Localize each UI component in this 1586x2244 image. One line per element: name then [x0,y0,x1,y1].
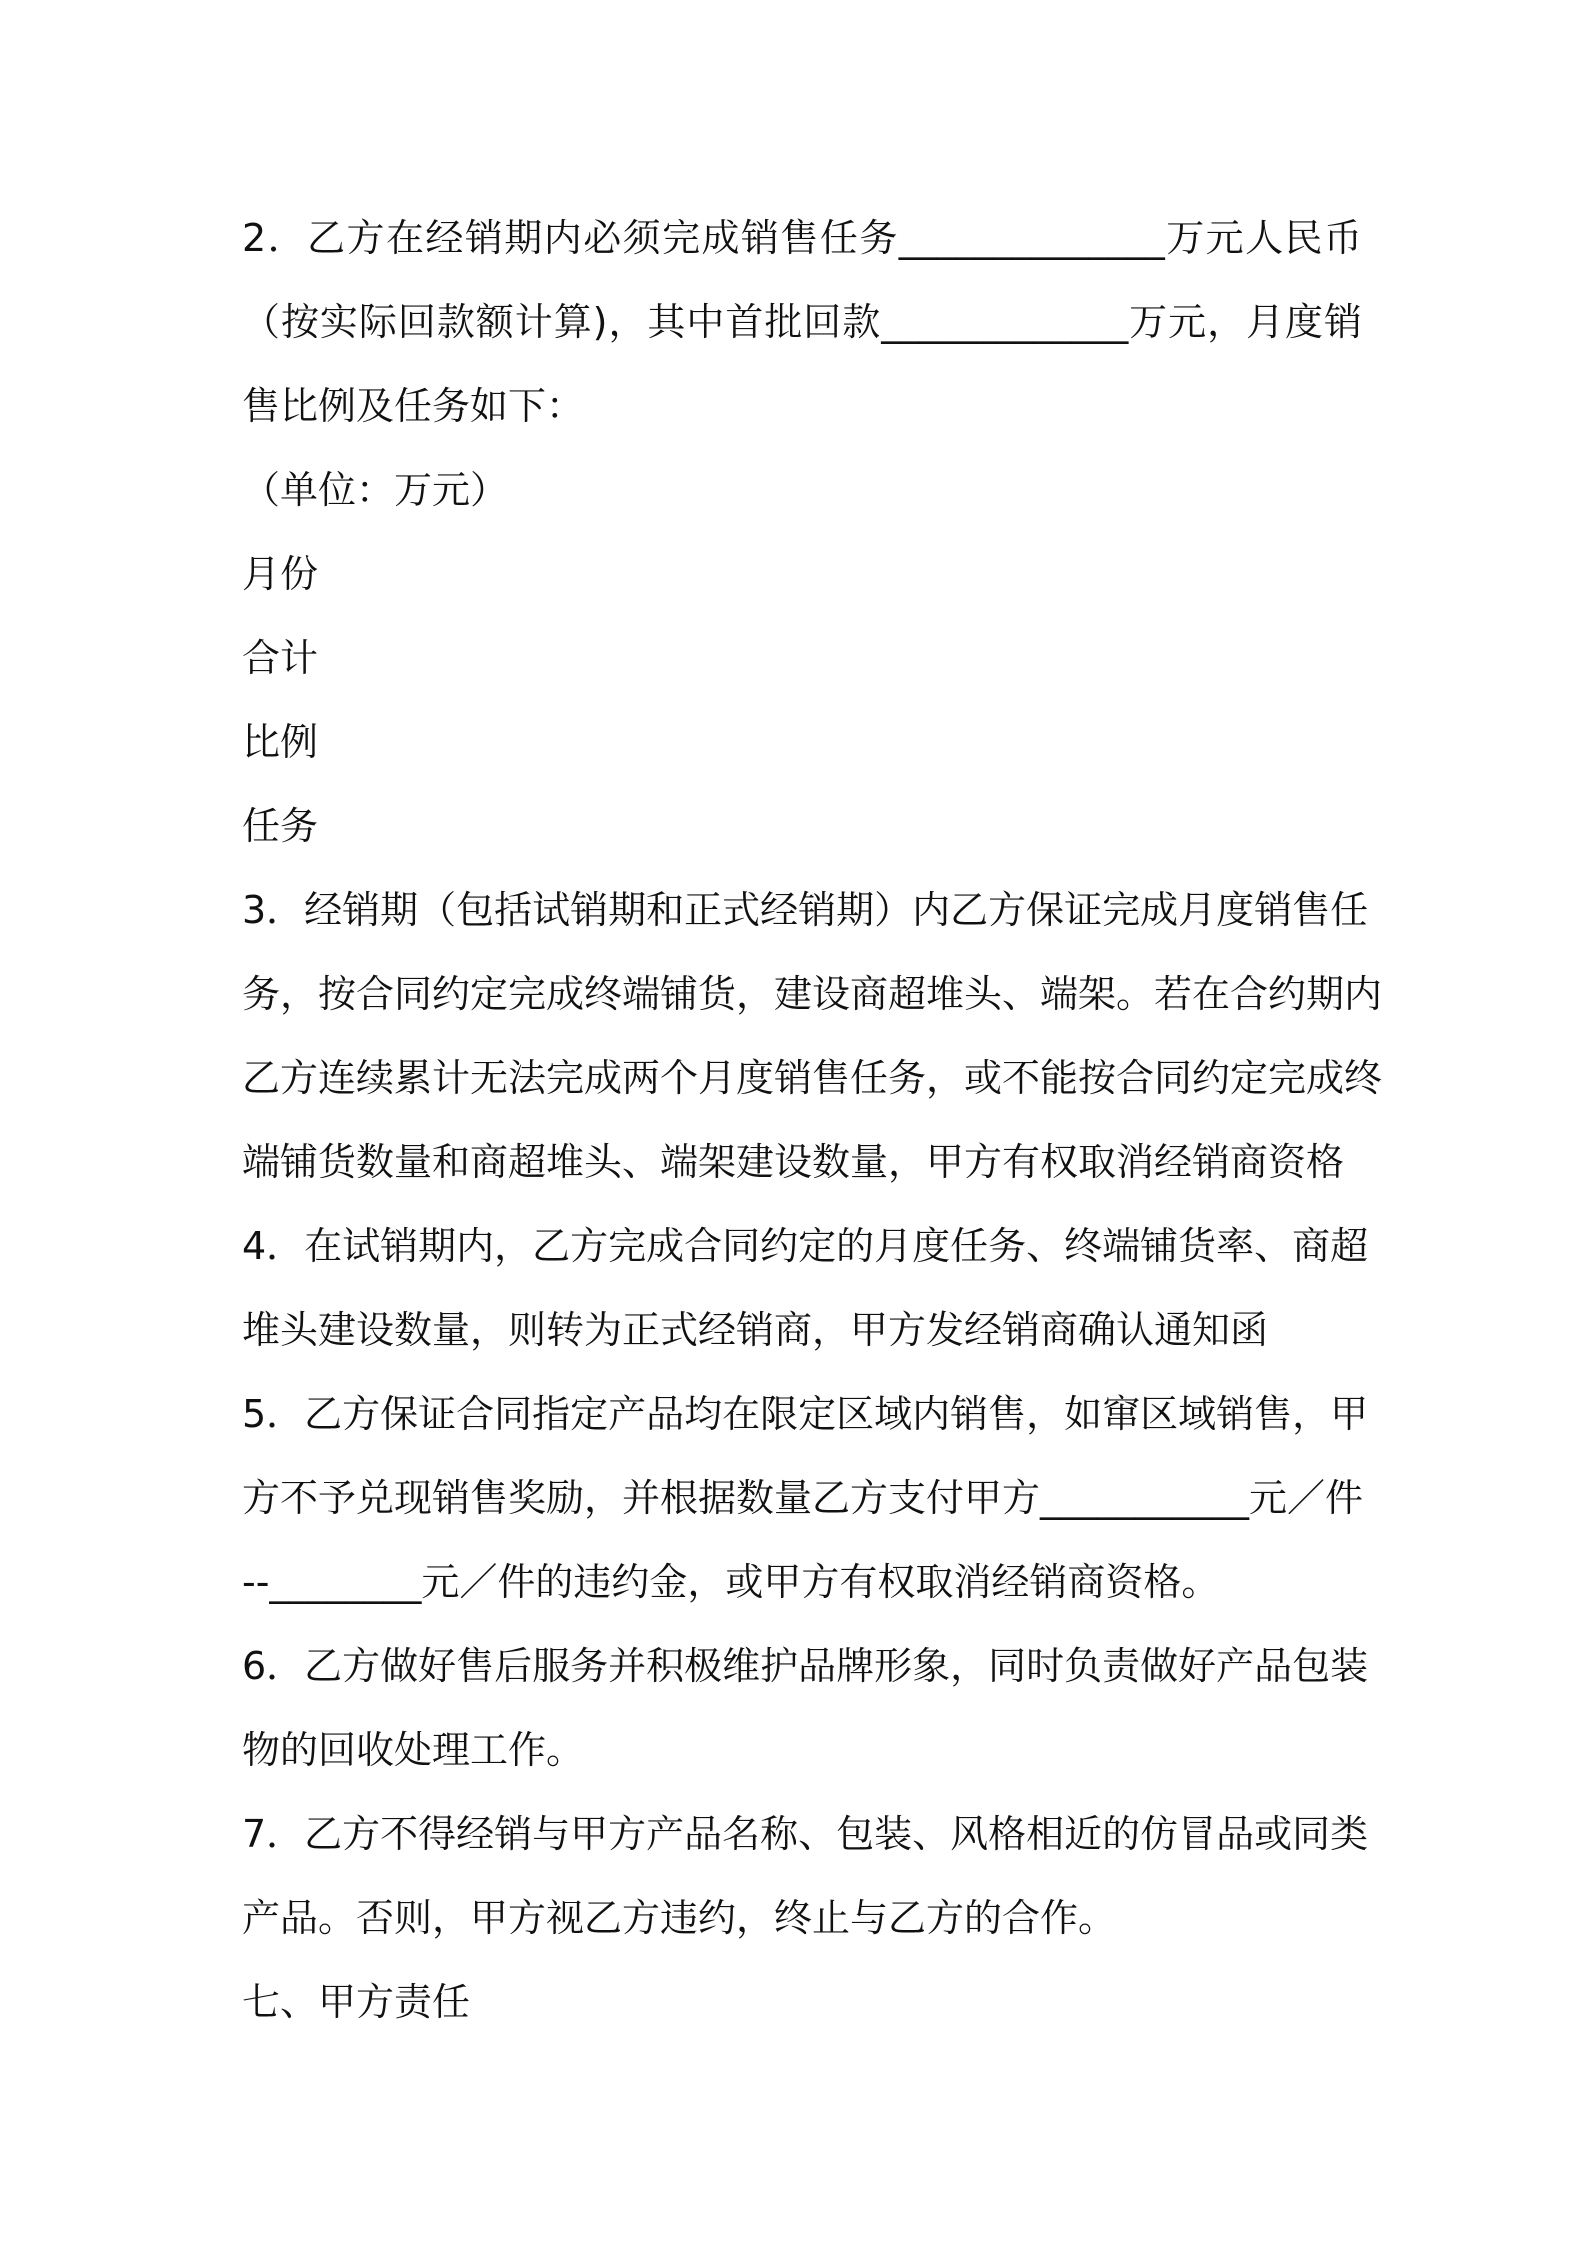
clause-7-line-1: 7．乙方不得经销与甲方产品名称、包装、风格相近的仿冒品或同类 [242,1812,1369,1856]
clause-5-line-3: --________元／件的违约金，或甲方有权取消经销商资格。 [242,1560,1220,1604]
clause-4-line-1: 4．在试销期内，乙方完成合同约定的月度任务、终端铺货率、商超 [242,1224,1369,1268]
unit-note: （单位：万元） [242,468,509,512]
clause-5-line-2: 方不予兑现销售奖励，并根据数量乙方支付甲方___________元／件 [242,1476,1364,1520]
document-body [242,196,1383,2044]
table-label-total: 合计 [242,636,319,680]
table-label-task: 任务 [242,804,319,848]
clause-5-line-1: 5．乙方保证合同指定产品均在限定区域内销售，如窜区域销售，甲 [242,1392,1369,1436]
clause-6-line-1: 6．乙方做好售后服务并积极维护品牌形象，同时负责做好产品包装 [242,1644,1369,1688]
table-label-month: 月份 [242,552,319,596]
clause-3-line-1: 3．经销期（包括试销期和正式经销期）内乙方保证完成月度销售任 [242,888,1369,932]
clause-6-line-2: 物的回收处理工作。 [242,1728,585,1772]
clause-3-line-3: 乙方连续累计无法完成两个月度销售任务，或不能按合同约定完成终 [242,1056,1383,1100]
clause-2-line-3: 售比例及任务如下： [242,384,585,428]
clause-7-line-2: 产品。否则，甲方视乙方违约，终止与乙方的合作。 [242,1896,1117,1940]
table-label-ratio: 比例 [242,720,319,764]
clause-4-line-2: 堆头建设数量，则转为正式经销商，甲方发经销商确认通知函 [242,1308,1269,1352]
section-heading-party-a-responsibility: 七、甲方责任 [242,1980,471,2024]
clause-3-line-2: 务，按合同约定完成终端铺货，建设商超堆头、端架。若在合约期内 [242,972,1383,1016]
clause-2-line-2: （按实际回款额计算)，其中首批回款_____________万元，月度销 [242,300,1362,344]
clause-2-line-1: 2．乙方在经销期内必须完成销售任务______________万元人民币 [242,216,1362,260]
clause-3-line-4: 端铺货数量和商超堆头、端架建设数量，甲方有权取消经销商资格 [242,1140,1345,1184]
